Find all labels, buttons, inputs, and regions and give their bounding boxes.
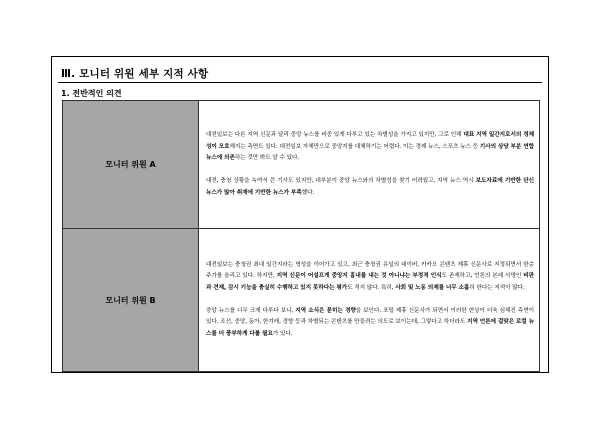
body-text: 중앙 뉴스를 너무 크게 다루다 보니, (206, 307, 296, 314)
opinion-paragraph (206, 130, 534, 165)
emphasis-text: 기사의 상당 부분 연합뉴스에 의존 (206, 143, 534, 161)
opinion-paragraph (206, 260, 534, 295)
section-title: Ⅲ. 모니터 위원 세부 지적 사항 (61, 68, 209, 80)
monitor-label-a: 모니터 위원 A (63, 101, 199, 229)
subsection-title: 1. 전반적인 의견 (61, 89, 122, 98)
body-text: 대전일보는 충청권 최대 일간지라는 명성을 이어가고 있고, 최근 충청권 유일의 네이버, 카카오 콘텐츠 제휴 신문사로 지정되면서 한층 주가를 올리고 있다. 하지만, (206, 261, 534, 280)
emphasis-text: 보도자료에 기반한 단신 뉴스가 많아 취재에 기반한 뉴스가 부족 (206, 178, 534, 196)
opinions-table (62, 100, 540, 372)
emphasis-text: 지역 소식은 묻히는 경향 (295, 307, 356, 314)
opinion-paragraph (206, 176, 534, 199)
body-text: 했다. (301, 189, 315, 196)
opinion-row-a (63, 101, 540, 229)
emphasis-text: 사회 및 노동 의제를 너무 소홀 (395, 284, 470, 291)
body-text: 해지는 측면도 있다. 대전일보 자체만으로 중앙지를 대체하기는 어렵다. 이는 경제 뉴스, 스포츠 뉴스 등 (229, 143, 480, 150)
body-text: 하는 것만 봐도 알 수 있다. (234, 155, 300, 161)
emphasis-text: 비판과 견제, 감시 기능을 충실히 수행하고 있지 못하다는 평가 (206, 273, 534, 291)
opinion-text-b (199, 229, 540, 372)
body-text: 대전일보는 다른 지역 신문과 달리 중앙 뉴스를 비중 있게 다루고 있는 차별성을 가지고 있지만, 그로 인해 (206, 132, 464, 138)
opinion-text-a (199, 101, 540, 229)
body-text: 을 보인다. 포털 제휴 신문사가 되면서 이러한 현상이 더욱 심해진 측면이 있다. 조선, 중앙, 동아, 한겨레, 경향 등과 차별되는 콘텐츠를 만들려는 의도로 보이는데, 그렇다고 하더라도 (206, 307, 534, 326)
title-divider (58, 82, 542, 83)
opinion-paragraph (206, 306, 534, 341)
opinion-row-b (63, 229, 540, 372)
monitor-label-b: 모니터 위원 B (63, 229, 199, 372)
body-text: 도 존재하고, 언론의 본래 사명인 (441, 273, 524, 280)
body-text: 히 한다는 지적이 많다. (469, 284, 525, 291)
emphasis-text: 지역 언론에 걸맞은 로컬 뉴스를 더 풍부하게 다룰 필요 (206, 319, 534, 337)
emphasis-text: 지역 신문이 어설프게 중앙지 흉내를 내는 것 아니냐는 부정적 인식 (276, 273, 442, 280)
body-text: 도 적지 않다. 특히, (347, 284, 396, 291)
body-text: 가 있다. (272, 330, 293, 337)
body-text: 대전, 충청 상황을 녹여서 쓴 기사도 있지만, 대부분이 중앙 뉴스와의 차별성을 찾기 어려웠고, 지역 뉴스 역시 (206, 178, 476, 184)
emphasis-text: 대표 지역 일간지로서의 정체성이 모호 (206, 132, 535, 150)
